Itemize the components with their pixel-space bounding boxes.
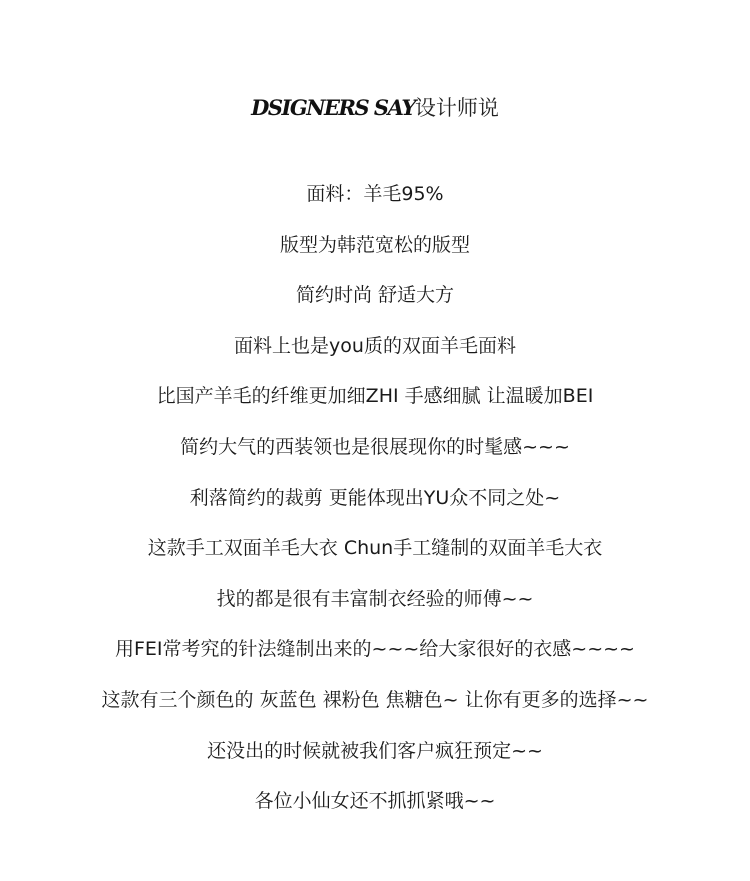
heading-chinese: 设计师说 (414, 96, 499, 120)
description-line: 版型为韩范宽松的版型 (279, 233, 470, 256)
description-line: 简约大气的西装领也是很展现你的时髦感~~~ (180, 435, 570, 458)
heading-english: DSIGNERS SAY (251, 95, 415, 120)
description-line: 简约时尚 舒适大方 (295, 284, 455, 307)
description-line: 面料上也是you质的双面羊毛面料 (234, 334, 516, 357)
description-line: 还没出的时候就被我们客户疯狂预定~~ (207, 739, 543, 762)
description-line: 用FEI常考究的针法缝制出来的~~~给大家很好的衣感~~~~ (115, 638, 635, 661)
designers-say-heading (0, 92, 750, 126)
description-line: 找的都是很有丰富制衣经验的师傅~~ (216, 587, 534, 610)
description-line: 各位小仙女还不抓抓紧哦~~ (254, 790, 496, 813)
description-lines (0, 178, 750, 836)
description-line: 面料：羊毛95% (306, 183, 444, 205)
description-line: 利落简约的裁剪 更能体现出YU众不同之处~ (189, 486, 561, 509)
description-line: 比国产羊毛的纤维更加细ZHI 手感细腻 让温暖加BEI (156, 385, 594, 408)
description-line: 这款有三个颜色的 灰蓝色 裸粉色 焦糖色~ 让你有更多的选择~~ (101, 688, 649, 711)
description-line: 这款手工双面羊毛大衣 Chun手工缝制的双面羊毛大衣 (147, 537, 603, 560)
